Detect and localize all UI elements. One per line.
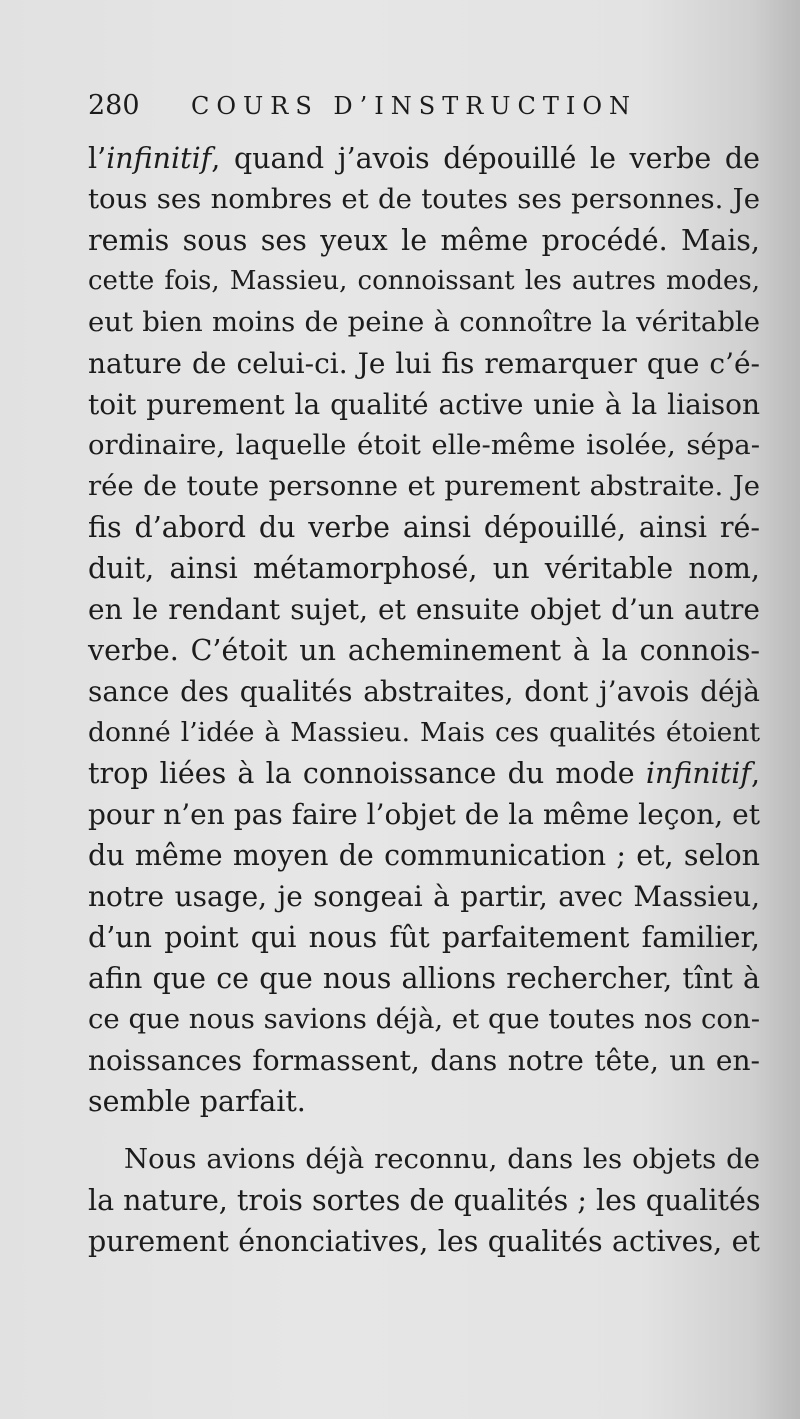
text-line: duit, ainsi métamorphosé, un véritable nom, [88, 552, 760, 585]
running-title: COURS D’INSTRUCTION [191, 92, 638, 120]
text-line: remis sous ses yeux le même procédé. Mais, [88, 224, 760, 257]
text-line: fis d’abord du verbe ainsi dépouillé, ainsi ré- [88, 511, 760, 544]
text-line: pour n’en pas faire l’objet de la même leçon, et [88, 798, 760, 831]
text-line: noissances formassent, dans notre tête, un en- [88, 1044, 760, 1077]
text-line: eut bien moins de peine à connoître la véritable [88, 306, 760, 338]
text-line: sance des qualités abstraites, dont j’avois déjà [88, 675, 760, 708]
italic-word: infinitif [645, 757, 751, 790]
paragraph-2 [88, 1139, 760, 1262]
text-line: d’un point qui nous fût parfaitement familier, [88, 921, 760, 954]
paragraph-gap [88, 1122, 760, 1139]
text-line: ce que nous savions déjà, et que toutes nos con- [88, 1003, 760, 1035]
text-line: tous ses nombres et de toutes ses personnes. Je [88, 183, 760, 215]
text-span: trop liées à la connoissance du mode [88, 757, 635, 790]
text-line: donné l’idée à Massieu. Mais ces qualités étoient [88, 717, 760, 748]
text-line: cette fois, Massieu, connoissant les autres modes, [88, 266, 760, 296]
text-line [88, 138, 760, 179]
italic-word: infinitif [106, 142, 212, 175]
text-span: l’ [88, 142, 107, 175]
text-line: afin que ce que nous allions rechercher, tînt à [88, 962, 760, 995]
text-line: nature de celui-ci. Je lui fis remarquer que c’é- [88, 347, 760, 380]
text-line: notre usage, je songeai à partir, avec Massieu, [88, 880, 760, 913]
text-line: rée de toute personne et purement abstraite. Je [88, 470, 760, 502]
text-line [88, 753, 760, 794]
text-span: , [750, 757, 760, 790]
text-line: Nous avions déjà reconnu, dans les objets de [124, 1143, 760, 1175]
text-line: verbe. C’étoit un acheminement à la connois- [88, 634, 760, 667]
paragraph-1 [88, 138, 760, 1122]
text-span: , quand j’avois dépouillé le verbe de [211, 142, 760, 175]
text-line: en le rendant sujet, et ensuite objet d’un autre [88, 593, 760, 626]
text-line: la nature, trois sortes de qualités ; les qualités [88, 1184, 761, 1217]
page-number: 280 [88, 90, 140, 121]
text-line: du même moyen de communication ; et, selon [88, 839, 760, 872]
text-line: ordinaire, laquelle étoit elle-même isolée, sépa- [88, 429, 760, 461]
page-header [88, 86, 768, 126]
text-line: purement énonciatives, les qualités actives, et [88, 1225, 760, 1258]
text-line: semble parfait. [88, 1085, 306, 1118]
body-text [88, 138, 760, 1262]
text-line: toit purement la qualité active unie à la liaison [88, 388, 760, 421]
